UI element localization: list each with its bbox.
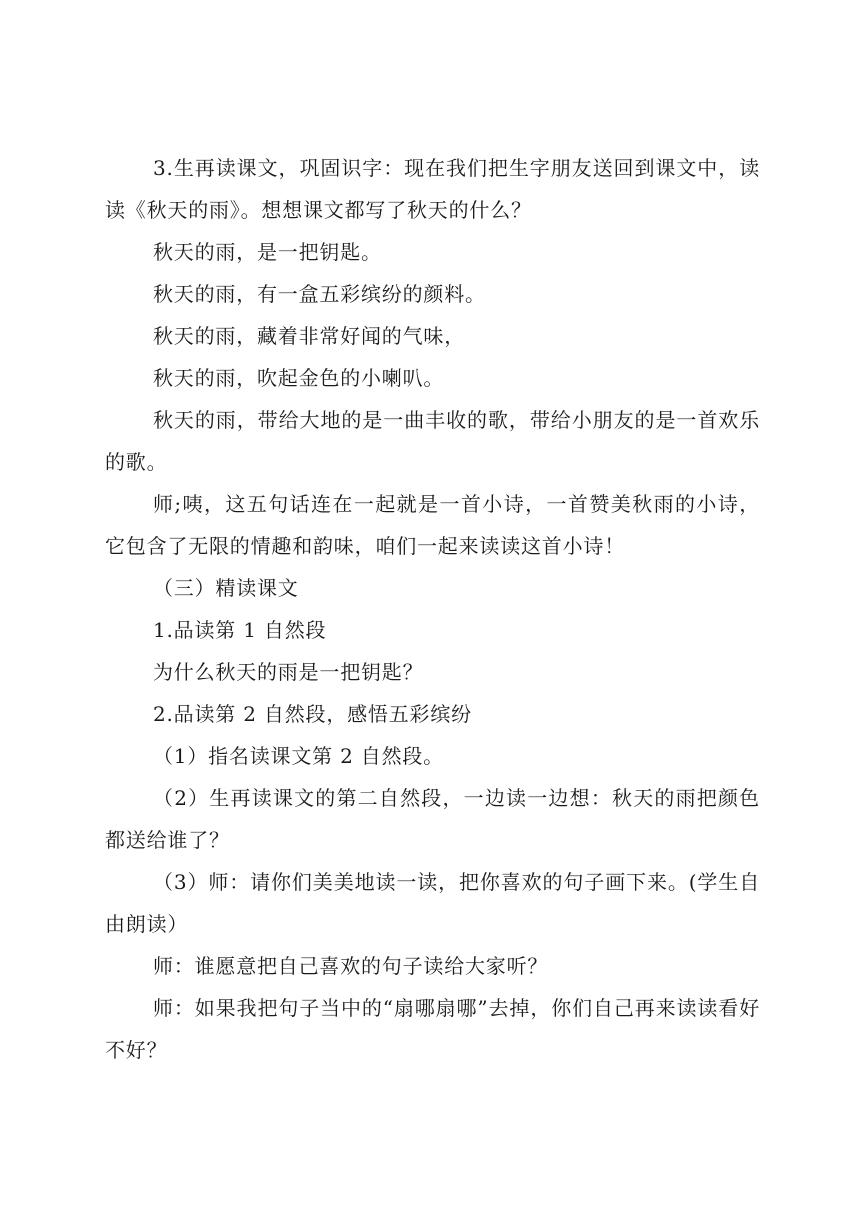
paragraph-step3-reread: 3.生再读课文，巩固识字：现在我们把生字朋友送回到课文中，读读《秋天的雨》。想想课文都写了秋天的什么？ (105, 156, 760, 222)
paragraph-key-question: 为什么秋天的雨是一把钥匙？ (153, 660, 424, 684)
paragraph-substep-2: （2）生再读课文的第二自然段，一边读一边想：秋天的雨把颜色都送给谁了？ (105, 786, 760, 852)
paragraph-teacher-reread-prompt: 师：如果我把句子当中的“扇哪扇哪”去掉，你们自己再来读读看好不好？ (105, 996, 760, 1062)
paragraph-poem-line-2: 秋天的雨，有一盒五彩缤纷的颜料。 (153, 282, 486, 306)
paragraph-step1-heading: 1.品读第 1 自然段 (153, 618, 327, 642)
paragraph-step2-heading: 2.品读第 2 自然段，感悟五彩缤纷 (153, 702, 472, 726)
paragraph-poem-line-3: 秋天的雨，藏着非常好闻的气味， (153, 324, 465, 348)
document-page (105, 147, 760, 1071)
paragraph-substep-1: （1）指名读课文第 2 自然段。 (153, 744, 444, 768)
paragraph-substep-3: （3）师：请你们美美地读一读，把你喜欢的句子画下来。(学生自由朗读） (105, 870, 760, 936)
paragraph-poem-line-4: 秋天的雨，吹起金色的小喇叭。 (153, 366, 445, 390)
section-heading-close-reading: （三）精读课文 (153, 576, 299, 600)
paragraph-poem-line-5: 秋天的雨，带给大地的是一曲丰收的歌，带给小朋友的是一首欢乐的歌。 (105, 408, 760, 474)
paragraph-teacher-question: 师：谁愿意把自己喜欢的句子读给大家听？ (153, 954, 549, 978)
paragraph-poem-line-1: 秋天的雨，是一把钥匙。 (153, 240, 382, 264)
paragraph-teacher-poem-remark: 师;咦，这五句话连在一起就是一首小诗，一首赞美秋雨的小诗，它包含了无限的情趣和韵味，咱们一起来读读这首小诗！ (105, 492, 760, 558)
